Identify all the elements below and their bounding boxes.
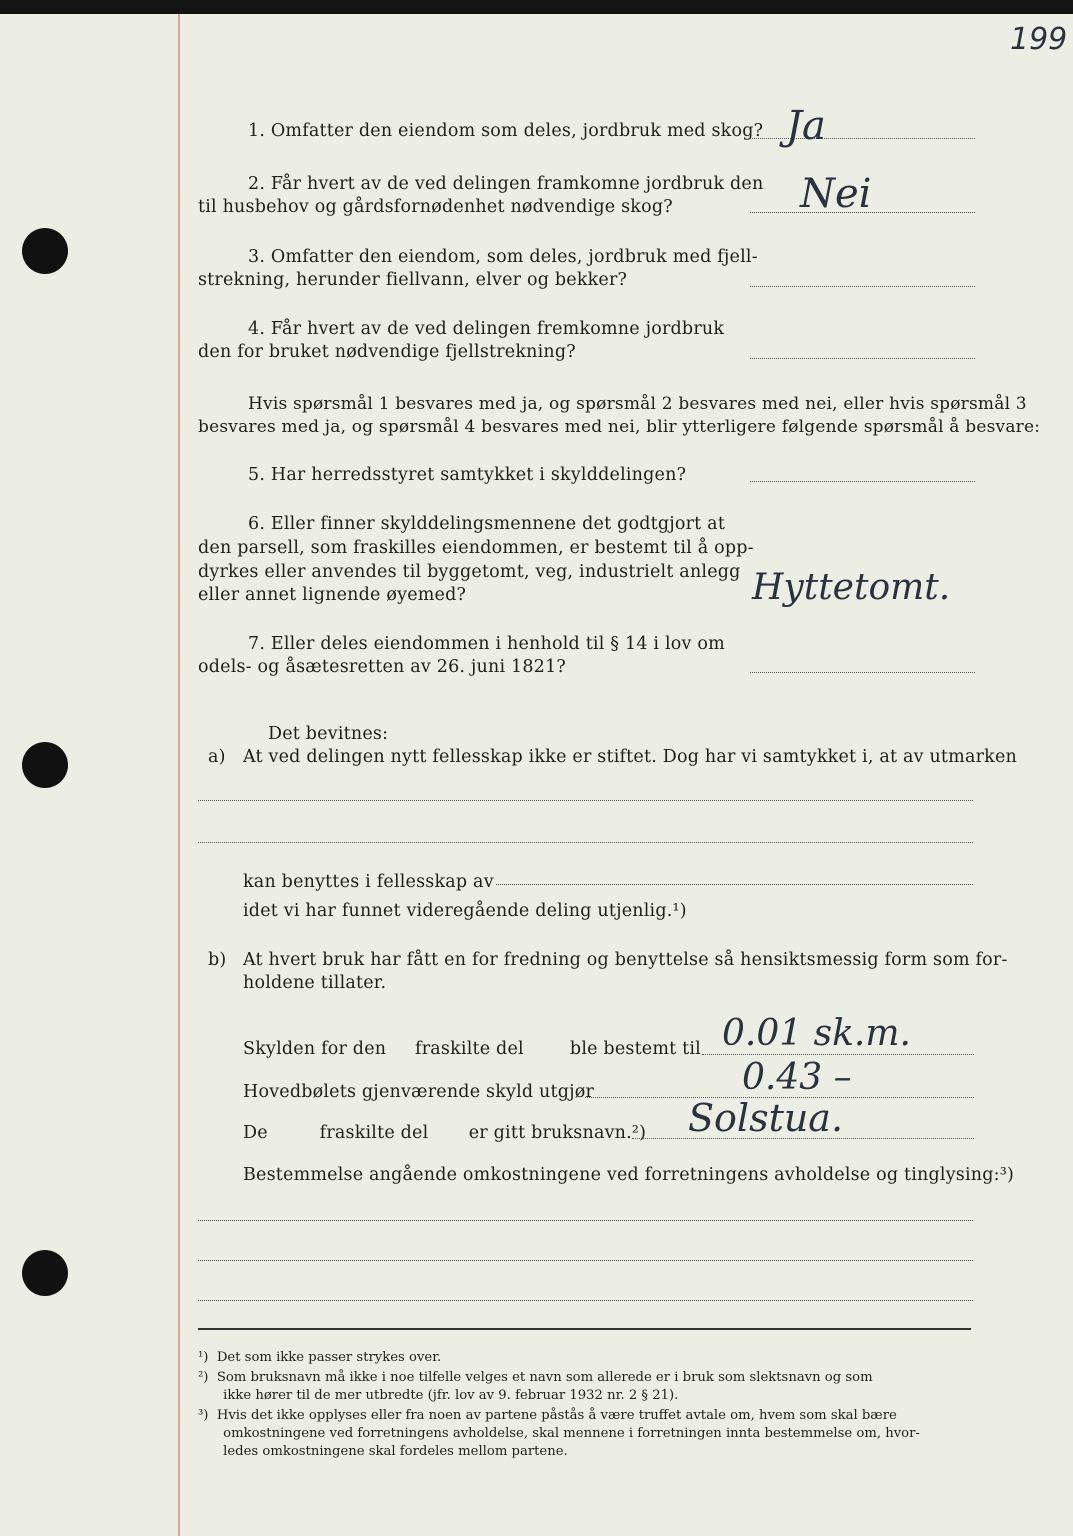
question-4-text-line1: 4. Får hvert av de ved delingen fremkomne jordbruk: [248, 319, 725, 339]
testimony-b-text2: holdene tillater.: [243, 973, 387, 993]
footnote-2-line2: ikke hører til de mer utbredte (jfr. lov av 9. februar 1932 nr. 2 § 21).: [198, 1388, 679, 1403]
footnote-3-line2: omkostningene ved forretningens avholdelse, skal mennene i forretningen innta bestemmelse om, hvor-: [198, 1426, 920, 1441]
testimony-b-label: b): [208, 950, 227, 970]
bruksnavn-value: Solstua.: [688, 1096, 844, 1140]
footnote-1: ¹) Det som ikke passer strykes over.: [198, 1350, 442, 1365]
question-5-text: 5. Har herredsstyret samtykket i skylddelingen?: [248, 465, 687, 485]
page-number: 199: [1010, 22, 1068, 57]
answer-line: [750, 481, 975, 482]
footnote-3-line1: ³) Hvis det ikke opplyses eller fra noen av partene påstås å være truffet avtale om, hvem som skal bære: [198, 1408, 897, 1423]
fill-line: [496, 884, 973, 885]
footnote-rule: [198, 1328, 971, 1330]
scan-top-edge: [0, 0, 1073, 14]
question-1-answer: Ja: [786, 103, 826, 149]
fill-line: [198, 800, 973, 801]
testimony-heading: Det bevitnes:: [268, 724, 389, 744]
omkostninger-label: Bestemmelse angående omkostningene ved forretningens avholdelse og tinglysing:³): [243, 1165, 1014, 1185]
question-1-text: 1. Omfatter den eiendom som deles, jordbruk med skog?: [248, 121, 764, 141]
bruksnavn-label: De fraskilte del er gitt bruksnavn.²): [243, 1123, 647, 1143]
fill-line: [702, 1054, 974, 1055]
question-2-text-line1: 2. Får hvert av de ved delingen framkomne jordbruk den: [248, 174, 764, 194]
question-6-answer: Hyttetomt.: [752, 567, 951, 608]
binder-hole: [22, 742, 68, 788]
question-6-text-line1: 6. Eller finner skylddelingsmennene det godtgjort at: [248, 514, 726, 534]
testimony-a-line2: kan benyttes i fellesskap av: [243, 872, 494, 892]
conditional-text-line1: Hvis spørsmål 1 besvares med ja, og spørsmål 2 besvares med nei, eller hvis spørsmål 3: [248, 394, 1027, 414]
fill-line: [198, 1300, 973, 1301]
question-6-text-line4: eller annet lignende øyemed?: [198, 585, 467, 605]
skyld-label: Skylden for den fraskilte del ble bestemt til: [243, 1039, 701, 1059]
question-2-answer: Nei: [800, 171, 872, 217]
question-3-text-line1: 3. Omfatter den eiendom, som deles, jordbruk med fjell-: [248, 247, 758, 267]
testimony-a-line3: idet vi har funnet videregående deling utjenlig.¹): [243, 901, 687, 921]
testimony-b-text1: At hvert bruk har fått en for fredning og benyttelse så hensiktsmessig form som for-: [243, 950, 1008, 970]
conditional-text-line2: besvares med ja, og spørsmål 4 besvares med nei, blir ytterligere følgende spørsmål å besvare:: [198, 417, 1041, 437]
question-6-text-line2: den parsell, som fraskilles eiendommen, er bestemt til å opp-: [198, 538, 754, 558]
question-4-text-line2: den for bruket nødvendige fjellstrekning?: [198, 342, 576, 362]
binder-hole: [22, 1250, 68, 1296]
testimony-a-text: At ved delingen nytt fellesskap ikke er stiftet. Dog har vi samtykket i, at av utmarken: [243, 747, 1017, 767]
fill-line: [198, 1260, 973, 1261]
footnote-3-line3: ledes omkostningene skal fordeles mellom partene.: [198, 1444, 568, 1459]
skyld-value: 0.01 sk.m.: [722, 1013, 911, 1054]
footnote-2-line1: ²) Som bruksnavn må ikke i noe tilfelle velges et navn som allerede er i bruk som slektsnavn og som: [198, 1370, 873, 1385]
answer-line: [750, 138, 975, 139]
testimony-a-label: a): [208, 747, 226, 767]
margin-line: [178, 14, 180, 1536]
answer-line: [750, 358, 975, 359]
question-7-text-line1: 7. Eller deles eiendommen i henhold til § 14 i lov om: [248, 634, 725, 654]
binder-hole: [22, 228, 68, 274]
question-3-text-line2: strekning, herunder fiellvann, elver og bekker?: [198, 270, 628, 290]
fill-line: [198, 1220, 973, 1221]
hovedbol-value: 0.43 –: [742, 1057, 852, 1098]
question-6-text-line3: dyrkes eller anvendes til byggetomt, veg, industrielt anlegg: [198, 562, 741, 582]
question-7-text-line2: odels- og åsætesretten av 26. juni 1821?: [198, 657, 566, 677]
fill-line: [198, 842, 973, 843]
answer-line: [750, 286, 975, 287]
hovedbol-label: Hovedbølets gjenværende skyld utgjør: [243, 1082, 595, 1102]
question-2-text-line2: til husbehov og gårdsfornødenhet nødvendige skog?: [198, 197, 673, 217]
answer-line: [750, 672, 975, 673]
